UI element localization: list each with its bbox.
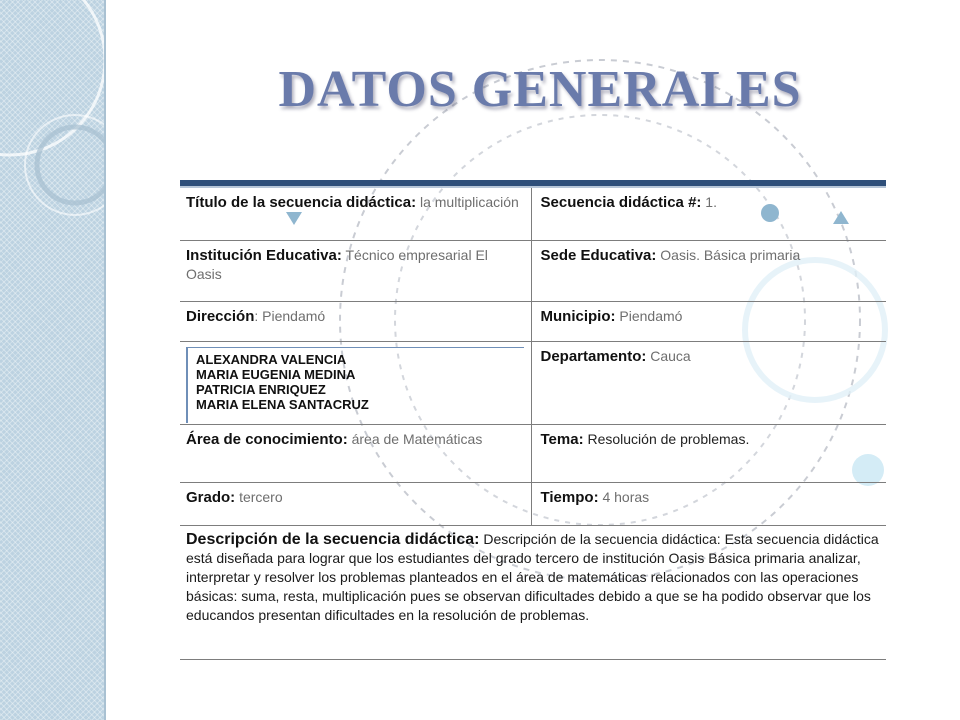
municipio-cell [531, 301, 886, 341]
titulo-cell [180, 188, 531, 240]
tema-label: Tema: [540, 430, 584, 448]
autor-name: PATRICIA ENRIQUEZ [196, 381, 326, 397]
institucion-value: Técnico empresarial El Oasis [186, 246, 488, 282]
datos-generales-form [180, 180, 886, 660]
form-top-bar [180, 180, 886, 188]
sede-label: Sede Educativa: [540, 246, 657, 264]
secuencia-value: 1. [705, 194, 717, 210]
municipio-label: Municipio: [540, 307, 616, 325]
table-row [180, 482, 886, 525]
direccion-label: Dirección [186, 307, 255, 325]
table-row [180, 301, 886, 341]
side-circles-decoration [0, 0, 106, 720]
autor-name: MARIA ELENA SANTACRUZ [196, 396, 369, 412]
titulo-value: la multiplicación [419, 194, 519, 210]
tiempo-cell [531, 482, 886, 525]
direccion-value: : Piendamó [254, 307, 326, 324]
descripcion-value: Descripción de la secuencia didáctica: Esta secuencia didáctica está diseñada para lograr que los estudiantes del grado tercero de institución Oasis Básica primaria analizar, interpretar y resolver los problemas planteados en el área de matemáticas relacionados con las operaciones básicas: suma, resta, multiplicación pues se observan dificultades debido a que se ha podido observar que los educandos presentan dificultades en la resolución de problemas. [186, 530, 879, 623]
area-value: área de Matemáticas [351, 430, 483, 447]
grado-value: tercero [239, 488, 283, 505]
tema-cell [531, 424, 886, 482]
table-row [180, 424, 886, 482]
descripcion-cell [180, 525, 886, 659]
grado-cell [180, 482, 531, 525]
sede-cell [531, 240, 886, 301]
table-row [180, 188, 886, 240]
table-row [180, 525, 886, 659]
tema-value: Resolución de problemas. [587, 430, 750, 447]
direccion-cell [180, 301, 531, 341]
autor-name: MARIA EUGENIA MEDINA [196, 366, 356, 382]
departamento-cell [531, 341, 886, 424]
form-table [180, 188, 886, 660]
table-row [180, 240, 886, 301]
slide-title: DATOS GENERALES [278, 61, 802, 118]
tiempo-label: Tiempo: [540, 488, 599, 506]
departamento-label: Departamento: [540, 347, 647, 365]
sede-value: Oasis. Básica primaria [660, 246, 801, 263]
institucion-label: Institución Educativa: [186, 246, 342, 264]
autores-cell [180, 341, 531, 424]
secuencia-cell [531, 188, 886, 240]
departamento-value: Cauca [650, 347, 691, 364]
institucion-cell [180, 240, 531, 301]
grado-label: Grado: [186, 488, 236, 506]
titulo-label: Título de la secuencia didáctica: [186, 194, 417, 211]
autor-name: ALEXANDRA VALENCIA [196, 351, 347, 367]
table-row [180, 341, 886, 424]
area-label: Área de conocimiento: [186, 430, 348, 448]
municipio-value: Piendamó [619, 307, 683, 324]
area-cell [180, 424, 531, 482]
secuencia-label: Secuencia didáctica #: [540, 194, 702, 211]
descripcion-label: Descripción de la secuencia didáctica: [186, 530, 480, 548]
side-decorative-strip [0, 0, 106, 720]
tiempo-value: 4 horas [602, 488, 650, 505]
autores-list [186, 347, 524, 423]
